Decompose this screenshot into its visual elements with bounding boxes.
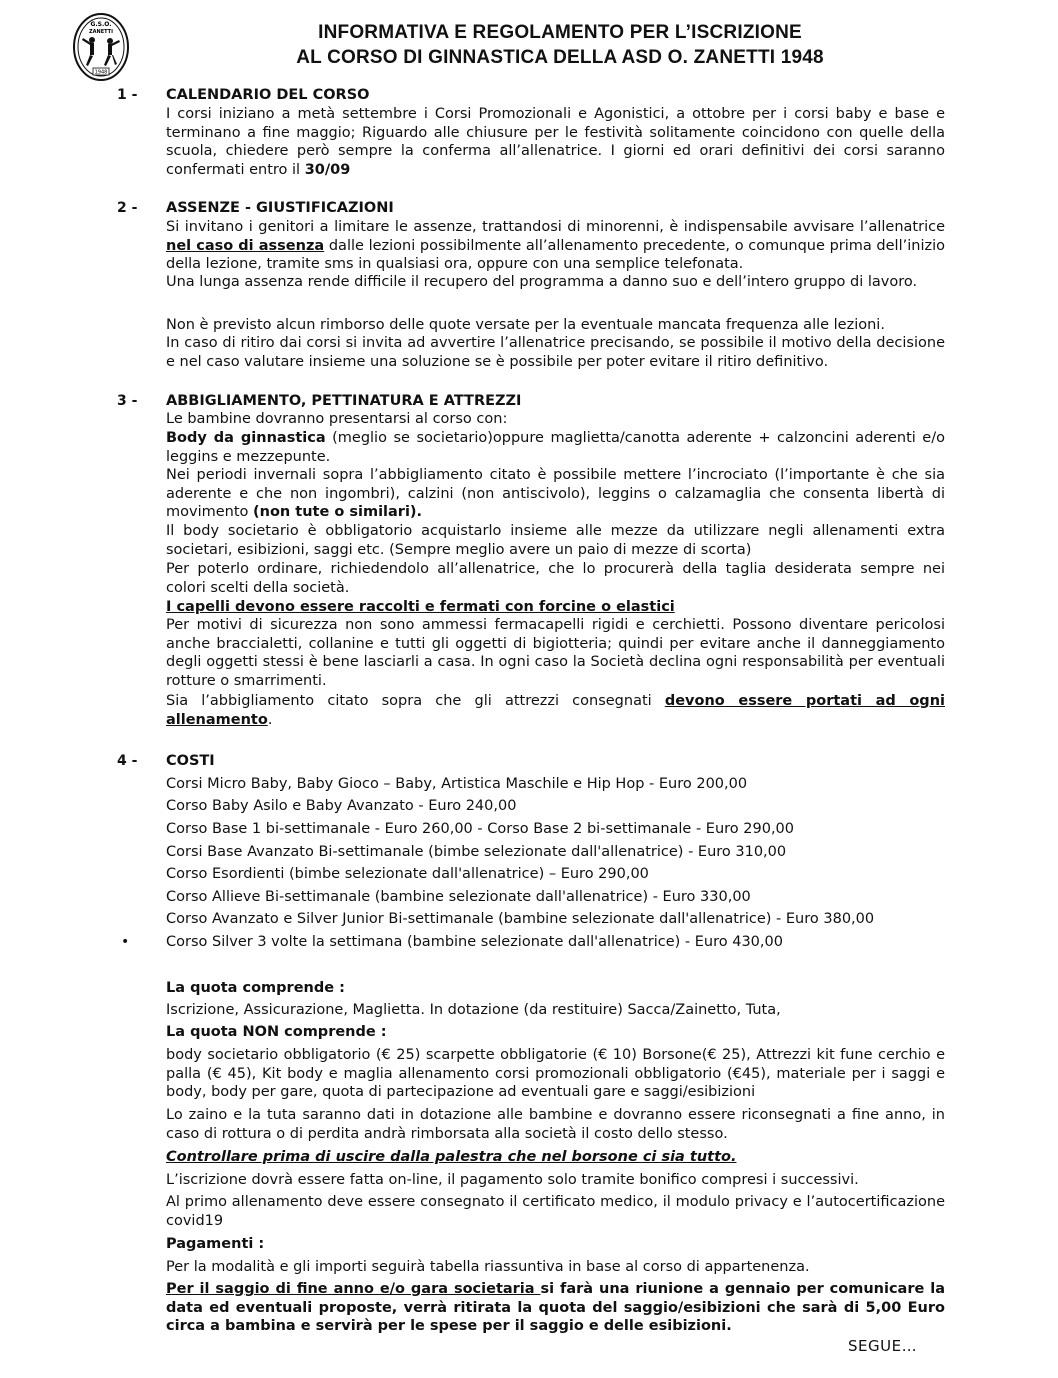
section-1-paragraph: I corsi iniziano a metà settembre i Corsi Promozionali e Agonistici, a ottobre per i corsi baby e base e terminano a fine maggio; Riguardo alle chiusure per le festività solitamente coincidono con quelle della scuola, chiedere però sempre la conferma all’allenatrice. I giorni ed orari definitivi dei corsi saranno confermati entro il 30/09 [166,106,945,178]
gymnasts-figure-icon [82,37,120,66]
cost-item: Corsi Base Avanzato Bi-settimanale (bimbe selezionate dall'allenatrice) - Euro 310,00 [166,844,787,860]
cost-item: Corsi Micro Baby, Baby Gioco – Baby, Artistica Maschile e Hip Hop - Euro 200,00 [166,776,748,792]
section-3-number: 3 - [117,393,138,409]
backpack-note: Lo zaino e la tuta saranno dati in dotazione alle bambine e dovranno essere riconsegnati a fine anno, in caso di rottura o di perdita andrà rimborsata alla società il costo dello stesso. [166,1107,945,1142]
section-2-number: 2 - [117,200,138,216]
recital-note: Per il saggio di fine anno e/o gara societaria si farà una riunione a gennaio per comunicare la data ed eventuali proposte, verrà ritirata la quota del saggio/esibizioni che sarà di 5,00 Euro circa a bambina e servirà per le spese per il saggio e delle esibizioni. [166,1281,945,1334]
section-3-paragraph-4: Il body societario è obbligatorio acquistarlo insieme alle mezze da utilizzare negli allenamenti extra societari, esibizioni, saggi etc. (Sempre meglio avere un paio di mezze di scorta) [166,523,945,558]
absence-emphasis: nel caso di assenza [166,237,325,254]
date-emphasis: 30/09 [304,161,351,178]
section-2-paragraph-2: Una lunga assenza rende difficile il recupero del programma a danno suo e dell’intero gruppo di lavoro. [166,274,918,290]
section-4-heading: COSTI [166,753,215,769]
section-3-paragraph-3: Nei periodi invernali sopra l’abbigliamento citato è possibile mettere l’incrociato (l’importante è che sia aderente e che non ingombri), calzini (non antiscivolo), leggins o calzamaglia che consenta libertà di movimento (non tute o similari). [166,467,945,520]
cost-item: Corso Allieve Bi-settimanale (bambine selezionate dall'allenatrice) - Euro 330,00 [166,889,751,905]
excludes-text: body societario obbligatorio (€ 25) scarpette obbligatorie (€ 10) Borsone(€ 25), Attrezzi kit fune cerchio e palla (€ 45), Kit body e maglia allenamento corsi promozionali obbligatorio (€45), materiale per i saggi e body, body per gare, quota di partecipazione ad eventuali gare e saggi/esibizioni [166,1047,945,1100]
section-1-number: 1 - [117,87,138,103]
section-3-paragraph-5: Per poterlo ordinare, richiedendolo all’allenatrice, che lo procurerà della taglia desiderata sempre nei colori scelti della società. [166,561,945,596]
section-4-number: 4 - [117,753,138,769]
enrollment-note: L’iscrizione dovrà essere fatta on-line, il pagamento solo tramite bonifico compresi i successivi. [166,1172,859,1188]
medical-certificate-note: Al primo allenamento deve essere consegnato il certificato medico, il modulo privacy e l’autocertificazione covid19 [166,1194,945,1229]
logo-middle-text: ZANETTI [89,29,113,35]
club-logo [72,12,130,82]
bullet-icon: • [121,934,130,950]
section-3-paragraph-7: Per motivi di sicurezza non sono ammessi fermacapelli rigidi e cerchietti. Possono diventare pericolosi anche braccialetti, collanine e tutti gli oggetti di bigiotteria; quindi per evitare anche il danneggiamento degli oggetti stessi è bene lasciarli a casa. In ogni caso la Società declina ogni responsabilità per eventuali rotture o smarrimenti. [166,617,945,689]
section-3-paragraph-2: Body da ginnastica (meglio se societario)oppure maglietta/canotta aderente + calzoncini aderenti e/o leggins e mezzepunte. [166,430,945,465]
cost-item: Corso Avanzato e Silver Junior Bi-settimanale (bambine selezionate dall'allenatrice) - Euro 380,00 [166,911,875,927]
cost-item: Corso Silver 3 volte la settimana (bambine selezionate dall'allenatrice) - Euro 430,00 [166,934,783,950]
hair-rule: I capelli devono essere raccolti e fermati con forcine o elastici [166,599,675,615]
section-3-paragraph-1: Le bambine dovranno presentarsi al corso con: [166,411,508,427]
continues-label: SEGUE… [848,1337,918,1355]
includes-heading: La quota comprende : [166,980,345,996]
section-1-heading: CALENDARIO DEL CORSO [166,87,370,103]
document-title-line1: INFORMATIVA E REGOLAMENTO PER L’ISCRIZIONE [318,22,802,43]
section-2-paragraph-1: Si invitano i genitori a limitare le assenze, trattandosi di minorenni, è indispensabile avvisare l’allenatrice nel caso di assenza dalle lezioni possibilmente all’allenamento precedente, o comunque prima dell’inizio della lezione, tramite sms in qualsiasi ora, oppure con una semplice telefonata. [166,219,945,272]
payments-text: Per la modalità e gli importi seguirà tabella riassuntiva in base al corso di appartenenza. [166,1259,810,1275]
payments-heading: Pagamenti : [166,1236,265,1252]
section-2-paragraph-4: In caso di ritiro dai corsi si invita ad avvertire l’allenatrice precisando, se possibile il motivo della decisione e nel caso valutare insieme una soluzione se è possibile per poter evitare il ritiro definitivo. [166,335,945,370]
cost-item: Corso Base 1 bi-settimanale - Euro 260,00 - Corso Base 2 bi-settimanale - Euro 290,00 [166,821,795,837]
cost-item: Corso Esordienti (bimbe selezionate dall'allenatrice) – Euro 290,00 [166,866,649,882]
logo-year-text: 1948 [94,69,108,76]
excludes-heading: La quota NON comprende : [166,1024,387,1040]
document-title-line2: AL CORSO DI GINNASTICA DELLA ASD O. ZANETTI 1948 [296,47,824,68]
section-3-paragraph-8: Sia l’abbigliamento citato sopra che gli attrezzi consegnati devono essere portati ad ogni allenamento. [166,693,945,728]
cost-item: Corso Baby Asilo e Baby Avanzato - Euro 240,00 [166,798,517,814]
section-2-paragraph-3: Non è previsto alcun rimborso delle quote versate per la eventuale mancata frequenza alle lezioni. [166,317,885,333]
includes-text: Iscrizione, Assicurazione, Maglietta. In dotazione (da restituire) Sacca/Zainetto, Tuta, [166,1002,781,1018]
section-3-heading: ABBIGLIAMENTO, PETTINATURA E ATTREZZI [166,393,522,409]
section-2-heading: ASSENZE - GIUSTIFICAZIONI [166,200,394,216]
check-bag-note: Controllare prima di uscire dalla palestra che nel borsone ci sia tutto. [166,1149,737,1165]
logo-top-text: G.S.O. [90,21,112,28]
